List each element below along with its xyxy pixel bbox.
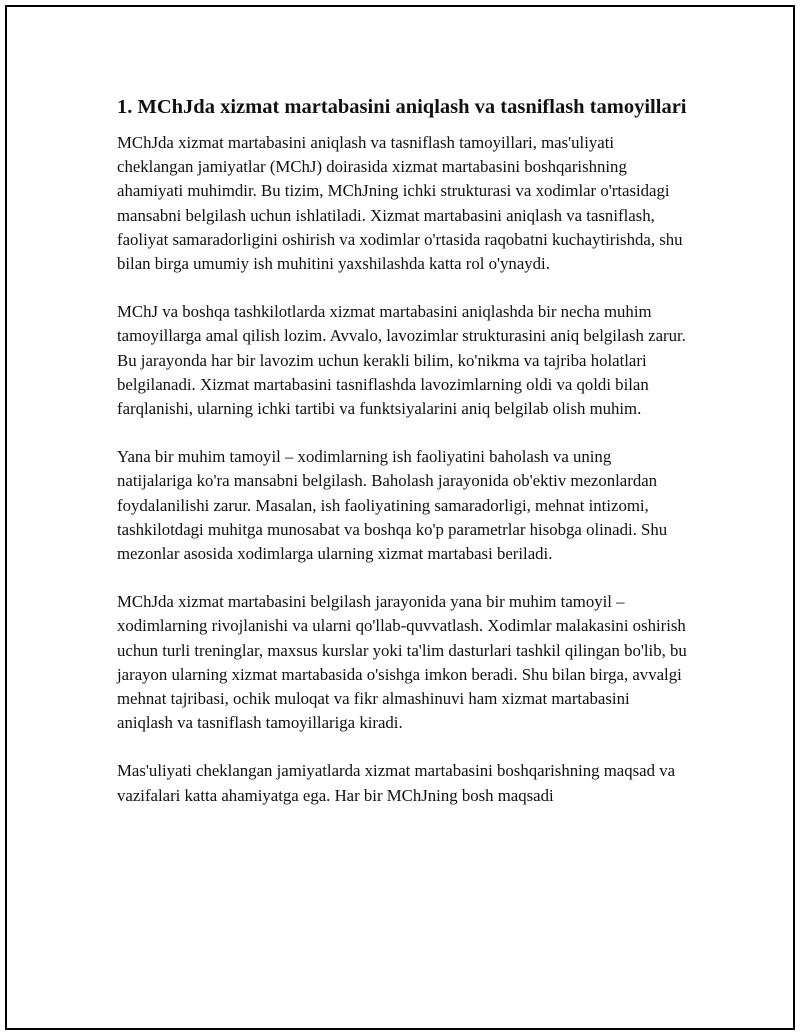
paragraph-4: MChJda xizmat martabasini belgilash jarayonida yana bir muhim tamoyil – xodimlarning rivojlanishi va ularni qo'llab-quvvatlash. Xodimlar malakasini oshirish uchun turli treninglar, maxsus kurslar yoki ta'lim dasturlari tashkil qilingan bo'lib, bu jarayon ularning xizmat martabasida o'sishga imkon beradi. Shu bilan birga, avvalgi mehnat tajribasi, ochik muloqat va fikr almashinuvi ham xizmat martabasini aniqlash va tasniflash tamoyillariga kiradi. [117,592,687,733]
paragraph-5: Mas'uliyati cheklangan jamiyatlarda xizmat martabasini boshqarishning maqsad va vazifalari katta ahamiyatga ega. Har bir MChJning bosh maqsadi [117,761,676,805]
section-heading: 1. MChJda xizmat martabasini aniqlash va tasniflash tamoyillari [117,96,687,118]
document-body [117,93,689,832]
paragraph-1: MChJda xizmat martabasini aniqlash va tasniflash tamoyillari, mas'uliyati cheklangan jamiyatlar (MChJ) doirasida xizmat martabasini boshqarishning ahamiyati muhimdir. Bu tizim, MChJning ichki strukturasi va xodimlar o'rtasidagi mansabni belgilash uchun ishlatiladi. Xizmat martabasini aniqlash va tasniflash, faoliyat samaradorligini oshirish va xodimlar o'rtasida raqobatni kuchaytirishda, shu bilan birga umumiy ish muhitini yaxshilashda katta rol o'ynaydi. [117,133,683,274]
paragraph-2: MChJ va boshqa tashkilotlarda xizmat martabasini aniqlashda bir necha muhim tamoyillarga amal qilish lozim. Avvalo, lavozimlar strukturasini aniq belgilash zarur. Bu jarayonda har bir lavozim uchun kerakli bilim, ko'nikma va tajriba holatlari belgilanadi. Xizmat martabasini tasniflashda lavozimlarning oldi va qoldi bilan farqlanishi, ularning ichki tartibi va funktsiyalarini aniq belgilab olish muhim. [117,302,686,419]
paragraph-3: Yana bir muhim tamoyil – xodimlarning ish faoliyatini baholash va uning natijalariga ko'ra mansabni belgilash. Baholash jarayonida ob'ektiv mezonlardan foydalanilishi zarur. Masalan, ish faoliyatining samaradorligi, mehnat intizomi, tashkilotdagi muhitga munosabat va boshqa ko'p parametrlar hisobga olinadi. Shu mezonlar asosida xodimlarga ularning xizmat martabasi beriladi. [117,447,668,564]
